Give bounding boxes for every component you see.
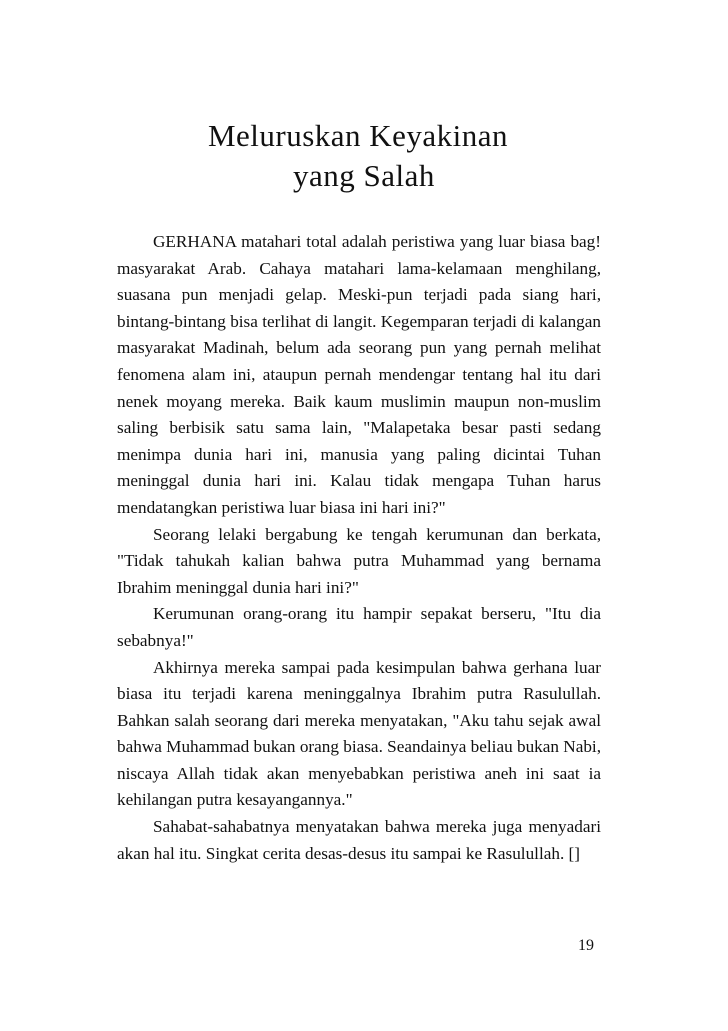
chapter-title-line-1: Meluruskan Keyakinan: [207, 118, 509, 153]
paragraph-4: Akhirnya mereka sampai pada kesimpulan bahwa gerhana luar biasa itu terjadi karena meninggalnya Ibrahim putra Rasulullah. Bahkan salah seorang dari mereka menyatakan, "Aku tahu sejak awal bahwa Muhammad bukan orang biasa. Seandainya beliau bukan Nabi, niscaya Allah tidak akan menyebabkan peristiwa aneh ini saat ia kehilangan putra kesayangannya.": [117, 657, 601, 810]
paragraph-3: Kerumunan orang-orang itu hampir sepakat berseru, "Itu dia sebabnya!": [117, 604, 601, 650]
page-number: 19: [578, 937, 594, 954]
paragraph-2: Seorang lelaki bergabung ke tengah kerumunan dan berkata, "Tidak tahukah kalian bahwa putra Muhammad yang bernama Ibrahim meninggal dunia hari ini?": [117, 524, 601, 597]
chapter-title-line-2: yang Salah: [293, 158, 435, 193]
paragraph-1: GERHANA matahari total adalah peristiwa yang luar biasa bag! masyarakat Arab. Cahaya matahari lama-kelamaan menghilang, suasana pun menjadi gelap. Meski-pun terjadi pada siang hari, bintang-bintang bisa terlihat di langit. Kegemparan terjadi di kalangan masyarakat Madinah, belum ada seorang pun yang pernah melihat fenomena alam ini, ataupun pernah mendengar tentang hal itu dari nenek moyang mereka. Baik kaum muslimin maupun non-muslim saling berbisik satu sama lain, "Malapetaka besar pasti sedang menimpa dunia hari ini, manusia yang paling dicintai Tuhan meninggal dunia hari ini. Kalau tidak mengapa Tuhan harus mendatangkan peristiwa luar biasa ini hari ini?": [117, 232, 601, 517]
paragraph-5: Sahabat-sahabatnya menyatakan bahwa mereka juga menyadari akan hal itu. Singkat cerita desas-desus itu sampai ke Rasulullah. []: [117, 817, 601, 863]
body-text: [117, 229, 601, 867]
